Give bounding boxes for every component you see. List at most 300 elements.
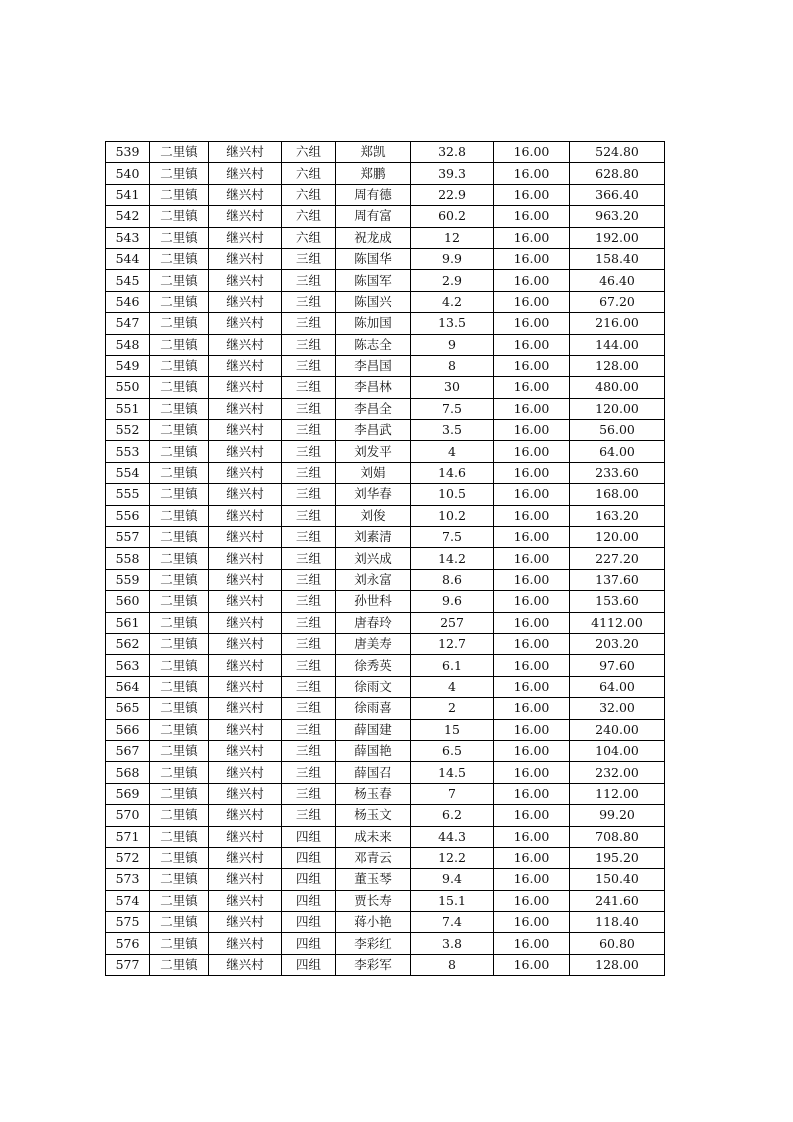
amount-cell: 158.40 — [570, 248, 665, 269]
quantity-cell: 9.4 — [411, 869, 494, 890]
row-number-cell: 560 — [106, 591, 150, 612]
table-row — [106, 869, 665, 890]
unit-price-cell: 16.00 — [494, 505, 570, 526]
group-cell: 四组 — [282, 954, 336, 975]
unit-price-cell: 16.00 — [494, 398, 570, 419]
unit-price-cell: 16.00 — [494, 890, 570, 911]
table-row — [106, 313, 665, 334]
unit-price-cell: 16.00 — [494, 847, 570, 868]
quantity-cell: 9.6 — [411, 591, 494, 612]
row-number-cell: 575 — [106, 912, 150, 933]
name-cell: 唐美寿 — [336, 633, 411, 654]
quantity-cell: 6.2 — [411, 805, 494, 826]
table-row — [106, 462, 665, 483]
name-cell: 刘素清 — [336, 527, 411, 548]
quantity-cell: 8.6 — [411, 569, 494, 590]
town-cell: 二里镇 — [150, 206, 209, 227]
row-number-cell: 550 — [106, 377, 150, 398]
amount-cell: 32.00 — [570, 698, 665, 719]
row-number-cell: 566 — [106, 719, 150, 740]
amount-cell: 137.60 — [570, 569, 665, 590]
amount-cell: 112.00 — [570, 783, 665, 804]
unit-price-cell: 16.00 — [494, 698, 570, 719]
table-row — [106, 740, 665, 761]
amount-cell: 4112.00 — [570, 612, 665, 633]
table-row — [106, 933, 665, 954]
name-cell: 薛国艳 — [336, 740, 411, 761]
name-cell: 刘俊 — [336, 505, 411, 526]
subsidy-table — [105, 141, 665, 976]
group-cell: 三组 — [282, 698, 336, 719]
name-cell: 陈国华 — [336, 248, 411, 269]
amount-cell: 64.00 — [570, 441, 665, 462]
unit-price-cell: 16.00 — [494, 569, 570, 590]
group-cell: 三组 — [282, 484, 336, 505]
name-cell: 周有德 — [336, 184, 411, 205]
village-cell: 继兴村 — [209, 783, 282, 804]
group-cell: 三组 — [282, 548, 336, 569]
group-cell: 三组 — [282, 270, 336, 291]
row-number-cell: 562 — [106, 633, 150, 654]
group-cell: 四组 — [282, 933, 336, 954]
table-row — [106, 163, 665, 184]
group-cell: 三组 — [282, 505, 336, 526]
quantity-cell: 30 — [411, 377, 494, 398]
unit-price-cell: 16.00 — [494, 740, 570, 761]
amount-cell: 240.00 — [570, 719, 665, 740]
name-cell: 徐秀英 — [336, 655, 411, 676]
group-cell: 三组 — [282, 248, 336, 269]
town-cell: 二里镇 — [150, 184, 209, 205]
table-row — [106, 505, 665, 526]
table-row — [106, 484, 665, 505]
village-cell: 继兴村 — [209, 206, 282, 227]
table-row — [106, 291, 665, 312]
group-cell: 三组 — [282, 334, 336, 355]
row-number-cell: 567 — [106, 740, 150, 761]
amount-cell: 153.60 — [570, 591, 665, 612]
row-number-cell: 572 — [106, 847, 150, 868]
unit-price-cell: 16.00 — [494, 655, 570, 676]
amount-cell: 56.00 — [570, 420, 665, 441]
quantity-cell: 12 — [411, 227, 494, 248]
quantity-cell: 60.2 — [411, 206, 494, 227]
amount-cell: 144.00 — [570, 334, 665, 355]
quantity-cell: 7.5 — [411, 398, 494, 419]
quantity-cell: 7 — [411, 783, 494, 804]
name-cell: 陈志全 — [336, 334, 411, 355]
name-cell: 邓青云 — [336, 847, 411, 868]
row-number-cell: 544 — [106, 248, 150, 269]
group-cell: 三组 — [282, 633, 336, 654]
amount-cell: 192.00 — [570, 227, 665, 248]
table-row — [106, 441, 665, 462]
quantity-cell: 4.2 — [411, 291, 494, 312]
quantity-cell: 44.3 — [411, 826, 494, 847]
village-cell: 继兴村 — [209, 954, 282, 975]
amount-cell: 216.00 — [570, 313, 665, 334]
name-cell: 杨玉文 — [336, 805, 411, 826]
table-row — [106, 248, 665, 269]
quantity-cell: 14.2 — [411, 548, 494, 569]
amount-cell: 99.20 — [570, 805, 665, 826]
amount-cell: 150.40 — [570, 869, 665, 890]
table-row — [106, 954, 665, 975]
name-cell: 郑凯 — [336, 142, 411, 163]
table-row — [106, 783, 665, 804]
row-number-cell: 539 — [106, 142, 150, 163]
amount-cell: 233.60 — [570, 462, 665, 483]
name-cell: 刘华春 — [336, 484, 411, 505]
table-row — [106, 612, 665, 633]
amount-cell: 64.00 — [570, 676, 665, 697]
unit-price-cell: 16.00 — [494, 954, 570, 975]
quantity-cell: 32.8 — [411, 142, 494, 163]
town-cell: 二里镇 — [150, 420, 209, 441]
unit-price-cell: 16.00 — [494, 206, 570, 227]
unit-price-cell: 16.00 — [494, 676, 570, 697]
unit-price-cell: 16.00 — [494, 248, 570, 269]
group-cell: 三组 — [282, 291, 336, 312]
town-cell: 二里镇 — [150, 933, 209, 954]
town-cell: 二里镇 — [150, 912, 209, 933]
name-cell: 刘永富 — [336, 569, 411, 590]
name-cell: 陈加国 — [336, 313, 411, 334]
table-row — [106, 398, 665, 419]
quantity-cell: 15.1 — [411, 890, 494, 911]
name-cell: 薛国召 — [336, 762, 411, 783]
town-cell: 二里镇 — [150, 676, 209, 697]
village-cell: 继兴村 — [209, 441, 282, 462]
town-cell: 二里镇 — [150, 612, 209, 633]
row-number-cell: 561 — [106, 612, 150, 633]
row-number-cell: 551 — [106, 398, 150, 419]
village-cell: 继兴村 — [209, 184, 282, 205]
row-number-cell: 548 — [106, 334, 150, 355]
group-cell: 三组 — [282, 612, 336, 633]
quantity-cell: 39.3 — [411, 163, 494, 184]
name-cell: 李昌全 — [336, 398, 411, 419]
quantity-cell: 4 — [411, 441, 494, 462]
town-cell: 二里镇 — [150, 163, 209, 184]
row-number-cell: 540 — [106, 163, 150, 184]
unit-price-cell: 16.00 — [494, 142, 570, 163]
row-number-cell: 549 — [106, 355, 150, 376]
group-cell: 三组 — [282, 355, 336, 376]
unit-price-cell: 16.00 — [494, 591, 570, 612]
town-cell: 二里镇 — [150, 805, 209, 826]
village-cell: 继兴村 — [209, 612, 282, 633]
group-cell: 四组 — [282, 847, 336, 868]
unit-price-cell: 16.00 — [494, 420, 570, 441]
village-cell: 继兴村 — [209, 227, 282, 248]
table-row — [106, 847, 665, 868]
village-cell: 继兴村 — [209, 142, 282, 163]
village-cell: 继兴村 — [209, 655, 282, 676]
table-row — [106, 270, 665, 291]
table-row — [106, 420, 665, 441]
town-cell: 二里镇 — [150, 740, 209, 761]
unit-price-cell: 16.00 — [494, 762, 570, 783]
amount-cell: 128.00 — [570, 954, 665, 975]
row-number-cell: 553 — [106, 441, 150, 462]
amount-cell: 227.20 — [570, 548, 665, 569]
unit-price-cell: 16.00 — [494, 441, 570, 462]
amount-cell: 480.00 — [570, 377, 665, 398]
village-cell: 继兴村 — [209, 420, 282, 441]
row-number-cell: 546 — [106, 291, 150, 312]
row-number-cell: 541 — [106, 184, 150, 205]
village-cell: 继兴村 — [209, 505, 282, 526]
town-cell: 二里镇 — [150, 441, 209, 462]
table-row — [106, 676, 665, 697]
village-cell: 继兴村 — [209, 355, 282, 376]
table-row — [106, 227, 665, 248]
town-cell: 二里镇 — [150, 462, 209, 483]
amount-cell: 128.00 — [570, 355, 665, 376]
table-row — [106, 805, 665, 826]
group-cell: 六组 — [282, 227, 336, 248]
table-row — [106, 591, 665, 612]
group-cell: 四组 — [282, 869, 336, 890]
amount-cell: 120.00 — [570, 398, 665, 419]
unit-price-cell: 16.00 — [494, 805, 570, 826]
amount-cell: 195.20 — [570, 847, 665, 868]
unit-price-cell: 16.00 — [494, 933, 570, 954]
village-cell: 继兴村 — [209, 847, 282, 868]
name-cell: 薛国建 — [336, 719, 411, 740]
unit-price-cell: 16.00 — [494, 912, 570, 933]
unit-price-cell: 16.00 — [494, 612, 570, 633]
name-cell: 刘发平 — [336, 441, 411, 462]
row-number-cell: 569 — [106, 783, 150, 804]
unit-price-cell: 16.00 — [494, 270, 570, 291]
amount-cell: 67.20 — [570, 291, 665, 312]
quantity-cell: 12.2 — [411, 847, 494, 868]
village-cell: 继兴村 — [209, 698, 282, 719]
town-cell: 二里镇 — [150, 227, 209, 248]
unit-price-cell: 16.00 — [494, 719, 570, 740]
quantity-cell: 2.9 — [411, 270, 494, 291]
name-cell: 陈国军 — [336, 270, 411, 291]
row-number-cell: 545 — [106, 270, 150, 291]
group-cell: 三组 — [282, 805, 336, 826]
unit-price-cell: 16.00 — [494, 826, 570, 847]
amount-cell: 97.60 — [570, 655, 665, 676]
unit-price-cell: 16.00 — [494, 313, 570, 334]
quantity-cell: 3.8 — [411, 933, 494, 954]
unit-price-cell: 16.00 — [494, 355, 570, 376]
town-cell: 二里镇 — [150, 313, 209, 334]
name-cell: 陈国兴 — [336, 291, 411, 312]
table-row — [106, 826, 665, 847]
row-number-cell: 554 — [106, 462, 150, 483]
group-cell: 四组 — [282, 912, 336, 933]
unit-price-cell: 16.00 — [494, 163, 570, 184]
row-number-cell: 563 — [106, 655, 150, 676]
town-cell: 二里镇 — [150, 505, 209, 526]
town-cell: 二里镇 — [150, 142, 209, 163]
village-cell: 继兴村 — [209, 912, 282, 933]
quantity-cell: 2 — [411, 698, 494, 719]
village-cell: 继兴村 — [209, 377, 282, 398]
quantity-cell: 15 — [411, 719, 494, 740]
quantity-cell: 9.9 — [411, 248, 494, 269]
table-row — [106, 762, 665, 783]
village-cell: 继兴村 — [209, 633, 282, 654]
row-number-cell: 574 — [106, 890, 150, 911]
village-cell: 继兴村 — [209, 826, 282, 847]
unit-price-cell: 16.00 — [494, 633, 570, 654]
row-number-cell: 571 — [106, 826, 150, 847]
group-cell: 四组 — [282, 826, 336, 847]
town-cell: 二里镇 — [150, 377, 209, 398]
town-cell: 二里镇 — [150, 655, 209, 676]
quantity-cell: 6.1 — [411, 655, 494, 676]
town-cell: 二里镇 — [150, 291, 209, 312]
group-cell: 三组 — [282, 740, 336, 761]
town-cell: 二里镇 — [150, 398, 209, 419]
name-cell: 祝龙成 — [336, 227, 411, 248]
name-cell: 李昌国 — [336, 355, 411, 376]
village-cell: 继兴村 — [209, 291, 282, 312]
village-cell: 继兴村 — [209, 248, 282, 269]
village-cell: 继兴村 — [209, 398, 282, 419]
unit-price-cell: 16.00 — [494, 527, 570, 548]
row-number-cell: 557 — [106, 527, 150, 548]
village-cell: 继兴村 — [209, 313, 282, 334]
row-number-cell: 577 — [106, 954, 150, 975]
table-row — [106, 184, 665, 205]
name-cell: 刘兴成 — [336, 548, 411, 569]
amount-cell: 963.20 — [570, 206, 665, 227]
quantity-cell: 10.5 — [411, 484, 494, 505]
name-cell: 徐雨喜 — [336, 698, 411, 719]
group-cell: 三组 — [282, 762, 336, 783]
row-number-cell: 568 — [106, 762, 150, 783]
quantity-cell: 3.5 — [411, 420, 494, 441]
table-body — [106, 142, 665, 976]
row-number-cell: 543 — [106, 227, 150, 248]
row-number-cell: 556 — [106, 505, 150, 526]
village-cell: 继兴村 — [209, 676, 282, 697]
amount-cell: 168.00 — [570, 484, 665, 505]
group-cell: 三组 — [282, 591, 336, 612]
group-cell: 三组 — [282, 420, 336, 441]
amount-cell: 628.80 — [570, 163, 665, 184]
village-cell: 继兴村 — [209, 890, 282, 911]
row-number-cell: 576 — [106, 933, 150, 954]
amount-cell: 104.00 — [570, 740, 665, 761]
amount-cell: 163.20 — [570, 505, 665, 526]
group-cell: 六组 — [282, 163, 336, 184]
quantity-cell: 257 — [411, 612, 494, 633]
town-cell: 二里镇 — [150, 484, 209, 505]
village-cell: 继兴村 — [209, 484, 282, 505]
town-cell: 二里镇 — [150, 527, 209, 548]
name-cell: 孙世科 — [336, 591, 411, 612]
row-number-cell: 555 — [106, 484, 150, 505]
town-cell: 二里镇 — [150, 869, 209, 890]
row-number-cell: 552 — [106, 420, 150, 441]
amount-cell: 60.80 — [570, 933, 665, 954]
group-cell: 六组 — [282, 142, 336, 163]
village-cell: 继兴村 — [209, 270, 282, 291]
name-cell: 蒋小艳 — [336, 912, 411, 933]
town-cell: 二里镇 — [150, 355, 209, 376]
town-cell: 二里镇 — [150, 954, 209, 975]
unit-price-cell: 16.00 — [494, 484, 570, 505]
unit-price-cell: 16.00 — [494, 462, 570, 483]
table-row — [106, 912, 665, 933]
table-row — [106, 527, 665, 548]
village-cell: 继兴村 — [209, 805, 282, 826]
village-cell: 继兴村 — [209, 719, 282, 740]
table-row — [106, 142, 665, 163]
unit-price-cell: 16.00 — [494, 334, 570, 355]
group-cell: 三组 — [282, 783, 336, 804]
unit-price-cell: 16.00 — [494, 227, 570, 248]
group-cell: 六组 — [282, 206, 336, 227]
amount-cell: 46.40 — [570, 270, 665, 291]
group-cell: 三组 — [282, 462, 336, 483]
town-cell: 二里镇 — [150, 633, 209, 654]
town-cell: 二里镇 — [150, 548, 209, 569]
name-cell: 贾长寿 — [336, 890, 411, 911]
unit-price-cell: 16.00 — [494, 869, 570, 890]
town-cell: 二里镇 — [150, 890, 209, 911]
row-number-cell: 565 — [106, 698, 150, 719]
group-cell: 三组 — [282, 655, 336, 676]
group-cell: 三组 — [282, 676, 336, 697]
amount-cell: 118.40 — [570, 912, 665, 933]
town-cell: 二里镇 — [150, 826, 209, 847]
table-row — [106, 719, 665, 740]
village-cell: 继兴村 — [209, 740, 282, 761]
quantity-cell: 8 — [411, 355, 494, 376]
table-row — [106, 655, 665, 676]
row-number-cell: 570 — [106, 805, 150, 826]
village-cell: 继兴村 — [209, 591, 282, 612]
table-row — [106, 206, 665, 227]
town-cell: 二里镇 — [150, 783, 209, 804]
quantity-cell: 7.5 — [411, 527, 494, 548]
quantity-cell: 8 — [411, 954, 494, 975]
village-cell: 继兴村 — [209, 762, 282, 783]
quantity-cell: 13.5 — [411, 313, 494, 334]
row-number-cell: 573 — [106, 869, 150, 890]
row-number-cell: 542 — [106, 206, 150, 227]
unit-price-cell: 16.00 — [494, 184, 570, 205]
name-cell: 李彩红 — [336, 933, 411, 954]
village-cell: 继兴村 — [209, 462, 282, 483]
town-cell: 二里镇 — [150, 762, 209, 783]
group-cell: 三组 — [282, 313, 336, 334]
quantity-cell: 7.4 — [411, 912, 494, 933]
town-cell: 二里镇 — [150, 847, 209, 868]
quantity-cell: 14.5 — [411, 762, 494, 783]
name-cell: 杨玉春 — [336, 783, 411, 804]
unit-price-cell: 16.00 — [494, 783, 570, 804]
town-cell: 二里镇 — [150, 270, 209, 291]
town-cell: 二里镇 — [150, 591, 209, 612]
unit-price-cell: 16.00 — [494, 291, 570, 312]
amount-cell: 366.40 — [570, 184, 665, 205]
village-cell: 继兴村 — [209, 869, 282, 890]
amount-cell: 524.80 — [570, 142, 665, 163]
quantity-cell: 14.6 — [411, 462, 494, 483]
name-cell: 李昌林 — [336, 377, 411, 398]
